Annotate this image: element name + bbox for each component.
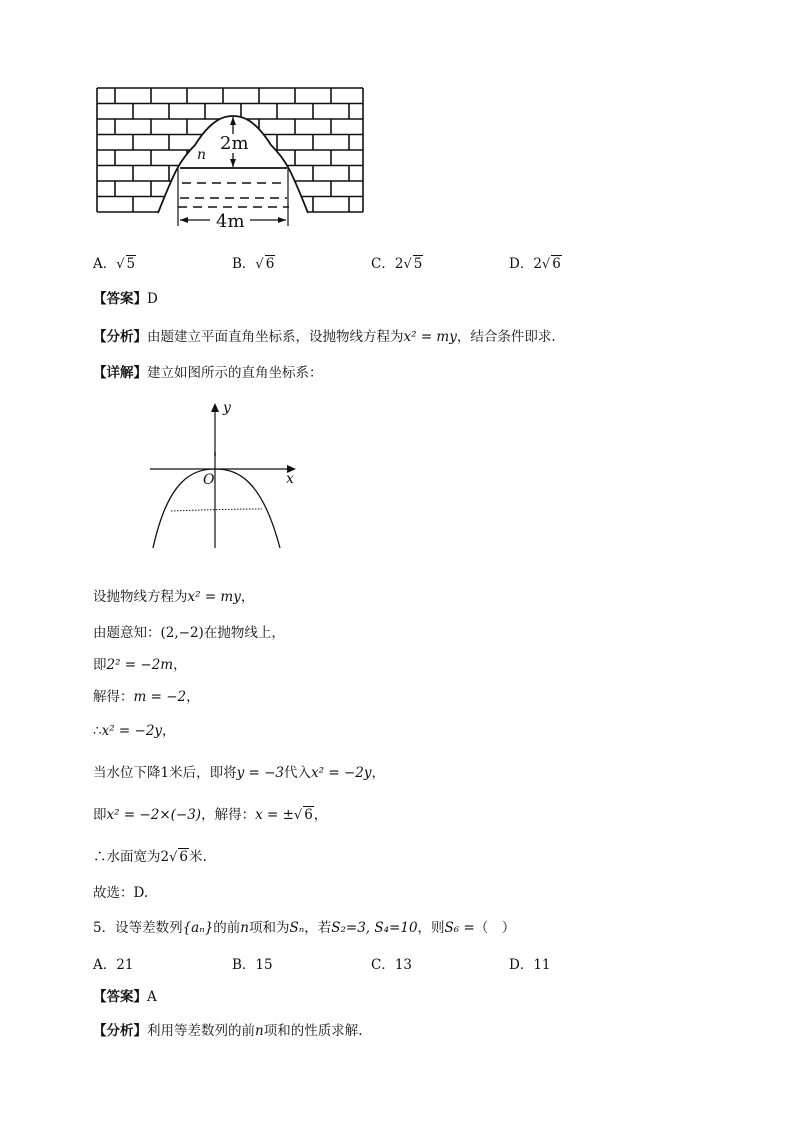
q5-option-c-letter: C． <box>371 957 395 973</box>
step-8-text: ∴水面宽为 <box>93 849 161 865</box>
step-7-radicand: 6 <box>304 807 313 823</box>
q5-mid: 的前 <box>213 920 241 936</box>
analysis-formula: x² = my <box>403 329 457 345</box>
analysis-text-after: ，结合条件即求. <box>456 329 556 345</box>
y-axis-arrow <box>211 403 219 412</box>
step-2-text: 由题意知： <box>93 625 161 641</box>
q5-option-b-letter: B． <box>232 957 256 973</box>
q5-option-a-letter: A． <box>93 957 117 973</box>
option-a-letter: A． <box>93 256 117 272</box>
q5-sequence: {aₙ} <box>182 920 214 936</box>
step-6-post: ， <box>371 765 385 781</box>
water-line <box>171 509 262 511</box>
step-1-text: 设抛物线方程为 <box>93 589 188 605</box>
step-8-coef: 2 <box>160 849 170 865</box>
q5-option-b-value: 15 <box>255 957 273 973</box>
answer-value: D <box>147 291 158 307</box>
q5-condition: S₂=3, S₄=10 <box>331 920 418 936</box>
q5-option-a-value: 21 <box>116 957 134 973</box>
option-d: D．2√ 6 <box>509 256 561 272</box>
option-d-radicand: 6 <box>552 256 561 272</box>
step-6 <box>93 764 385 782</box>
step-2-point: (2,−2) <box>160 625 204 641</box>
q5-cond-post: ，则 <box>417 920 445 936</box>
q5-option-d-value: 11 <box>533 957 551 973</box>
step-7: 即x² = −2×(−3)，解得：x = ±√ 6， <box>93 807 328 823</box>
answer-tag: 【答案】 <box>93 291 147 307</box>
option-d-letter: D． <box>509 256 534 272</box>
step-2 <box>93 624 285 642</box>
q5-sn: Sₙ <box>289 920 305 936</box>
analysis-5-tag: 【分析】 <box>93 1023 147 1039</box>
answer-5-tag: 【答案】 <box>93 989 147 1005</box>
question-5 <box>93 919 515 937</box>
step-7-x: x = ± <box>255 807 294 823</box>
q5-text: 5．设等差数列 <box>93 920 183 936</box>
analysis-tag: 【分析】 <box>93 329 147 345</box>
analysis-5-post: 项和的性质求解. <box>263 1023 363 1039</box>
answer-5 <box>93 988 157 1006</box>
option-b-radicand: 6 <box>265 256 275 272</box>
analysis-5 <box>93 1022 363 1040</box>
step-8: ∴水面宽为2√ 6米. <box>93 849 207 865</box>
step-3-post: ， <box>173 657 187 673</box>
q5-option-d <box>509 956 551 974</box>
step-4-text: 解得： <box>93 689 134 705</box>
q5-option-c-value: 13 <box>394 957 413 973</box>
q5-option-c <box>371 956 412 974</box>
option-c-coef: 2 <box>394 256 404 272</box>
step-3-formula: 2² = −2m <box>106 657 174 673</box>
step-4-post: ， <box>186 689 200 705</box>
option-c-letter: C． <box>371 256 395 272</box>
step-7-post: ， <box>313 807 328 823</box>
detail-text: 建立如图所示的直角坐标系： <box>147 365 323 381</box>
y-axis-label: y <box>223 400 231 416</box>
height-label: 2m <box>220 133 249 154</box>
step-5 <box>93 722 176 740</box>
point-n-label: n <box>197 147 207 163</box>
answer-5-value: A <box>147 989 157 1005</box>
step-6-formula: x² = −2y <box>311 765 372 781</box>
width-label: 4m <box>216 211 245 232</box>
option-b-letter: B． <box>232 256 256 272</box>
origin-label: O <box>203 472 215 488</box>
step-7-text: 即 <box>93 807 107 823</box>
step-4 <box>93 688 200 706</box>
option-c: C．2√ 5 <box>371 256 423 272</box>
step-6-text: 当水位下降1米后，即将 <box>93 765 237 781</box>
step-3-text: 即 <box>93 657 107 673</box>
step-5-therefore: ∴ <box>93 723 102 739</box>
step-7-formula: x² = −2×(−3) <box>106 807 202 823</box>
detail-tag: 【详解】 <box>93 365 147 381</box>
analysis-5-n: n <box>255 1023 264 1039</box>
q5-option-a <box>93 956 133 974</box>
q5-blank: （ ） <box>474 920 516 936</box>
step-7-solve: ，解得： <box>201 807 256 823</box>
step-9: 故选：D. <box>93 885 149 901</box>
q5-option-d-letter: D． <box>509 957 534 973</box>
option-b: B．√ 6 <box>232 256 275 272</box>
analysis-5-text: 利用等差数列的前 <box>147 1023 255 1039</box>
parabola-curve <box>153 469 280 548</box>
step-6-y-value: y = −3 <box>236 765 285 781</box>
step-8-post: 米. <box>188 849 207 865</box>
q5-cond-pre: ，若 <box>304 920 332 936</box>
q5-s6: S₆ = <box>444 920 475 936</box>
option-a: A．√ 5 <box>93 256 136 272</box>
step-1-formula: x² = my <box>187 589 241 605</box>
step-4-formula: m = −2 <box>133 689 187 705</box>
q5-n: n <box>240 920 249 936</box>
option-c-radicand: 5 <box>413 256 423 272</box>
option-a-radicand: 5 <box>126 256 136 272</box>
step-2-post: 在抛物线上， <box>203 625 285 641</box>
analysis-text-before: 由题建立平面直角坐标系，设抛物线方程为 <box>147 329 404 345</box>
step-1 <box>93 588 254 606</box>
q5-mid2: 项和为 <box>249 920 290 936</box>
step-6-substitute: 代入 <box>284 765 312 781</box>
q5-option-b <box>232 956 273 974</box>
step-5-post: ， <box>162 723 176 739</box>
step-1-post: ， <box>240 589 255 605</box>
option-d-coef: 2 <box>533 256 542 272</box>
step-5-formula: x² = −2y <box>101 723 163 739</box>
x-axis-label: x <box>286 471 294 487</box>
step-3 <box>93 656 187 674</box>
step-8-radicand: 6 <box>179 849 188 865</box>
